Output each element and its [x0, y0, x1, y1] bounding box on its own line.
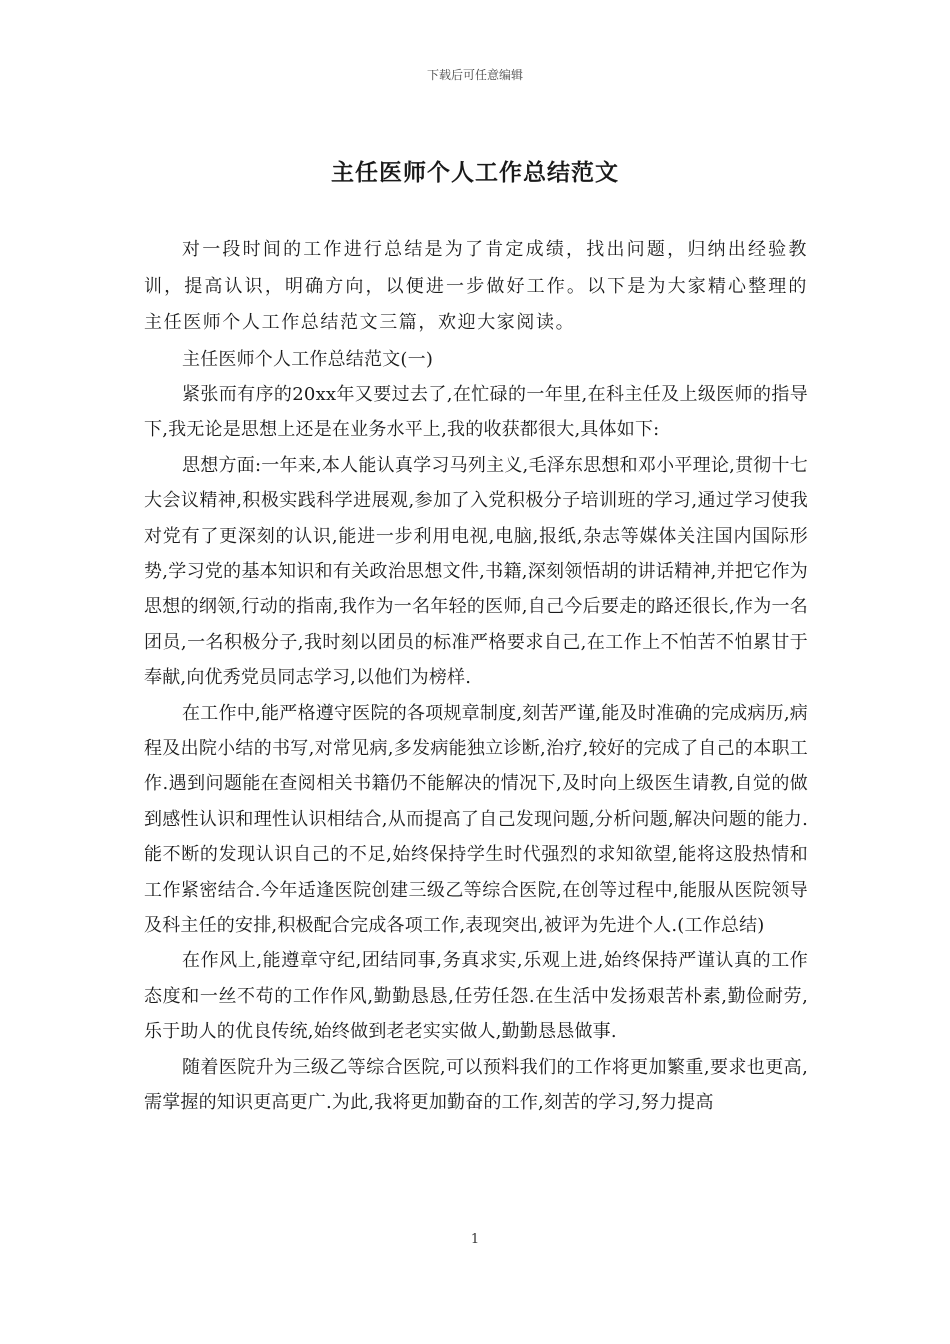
body-paragraph: 紧张而有序的20xx年又要过去了,在忙碌的一年里,在科主任及上级医师的指导下,我无论是思想上还是在业务水平上,我的收获都很大,具体如下: — [144, 383, 808, 441]
body-paragraph: 在作风上,能遵章守纪,团结同事,务真求实,乐观上进,始终保持严谨认真的工作态度和一丝不苟的工作作风,勤勤恳恳,任劳任怨.在生活中发扬艰苦朴素,勤俭耐劳,乐于助人的优良传统,始终做到老老实实做人,勤勤恳恳做事. — [144, 950, 808, 1043]
body-paragraph: 思想方面:一年来,本人能认真学习马列主义,毛泽东思想和邓小平理论,贯彻十七大会议精神,积极实践科学进展观,参加了入党积极分子培训班的学习,通过学习使我对党有了更深刻的认识,能进一步利用电视,电脑,报纸,杂志等媒体关注国内国际形势,学习党的基本知识和有关政治思想文件,书籍,深刻领悟胡的讲话精神,并把它作为思想的纲领,行动的指南,我作为一名年轻的医师,自己今后要走的路还很长,作为一名团员,一名积极分子,我时刻以团员的标准严格要求自己,在工作上不怕苦不怕累甘于奉献,向优秀党员同志学习,以他们为榜样. — [144, 454, 808, 689]
header-note: 下载后可任意编辑 — [426, 68, 523, 82]
document-title: 主任医师个人工作总结范文 — [331, 159, 619, 186]
document-body — [144, 232, 808, 1120]
page-number: 1 — [470, 1232, 480, 1247]
section-heading: 主任医师个人工作总结范文(一) — [182, 348, 434, 370]
intro-paragraph: 对一段时间的工作进行总结是为了肯定成绩，找出问题，归纳出经验教训，提高认识，明确方向，以便进一步做好工作。以下是为大家精心整理的主任医师个人工作总结范文三篇，欢迎大家阅读。 — [144, 239, 808, 333]
body-paragraph: 在工作中,能严格遵守医院的各项规章制度,刻苦严谨,能及时准确的完成病历,病程及出院小结的书写,对常见病,多发病能独立诊断,治疗,较好的完成了自己的本职工作.遇到问题能在查阅相关书籍仍不能解决的情况下,及时向上级医生请教,自觉的做到感性认识和理性认识相结合,从而提高了自己发现问题,分析问题,解决问题的能力.能不断的发现认识自己的不足,始终保持学生时代强烈的求知欲望,能将这股热情和工作紧密结合.今年适逢医院创建三级乙等综合医院,在创等过程中,能服从医院领导及科主任的安排,积极配合完成各项工作,表现突出,被评为先进个人.(工作总结) — [144, 702, 808, 936]
body-paragraph: 随着医院升为三级乙等综合医院,可以预料我们的工作将更加繁重,要求也更高,需掌握的知识更高更广.为此,我将更加勤奋的工作,刻苦的学习,努力提高 — [144, 1056, 808, 1114]
